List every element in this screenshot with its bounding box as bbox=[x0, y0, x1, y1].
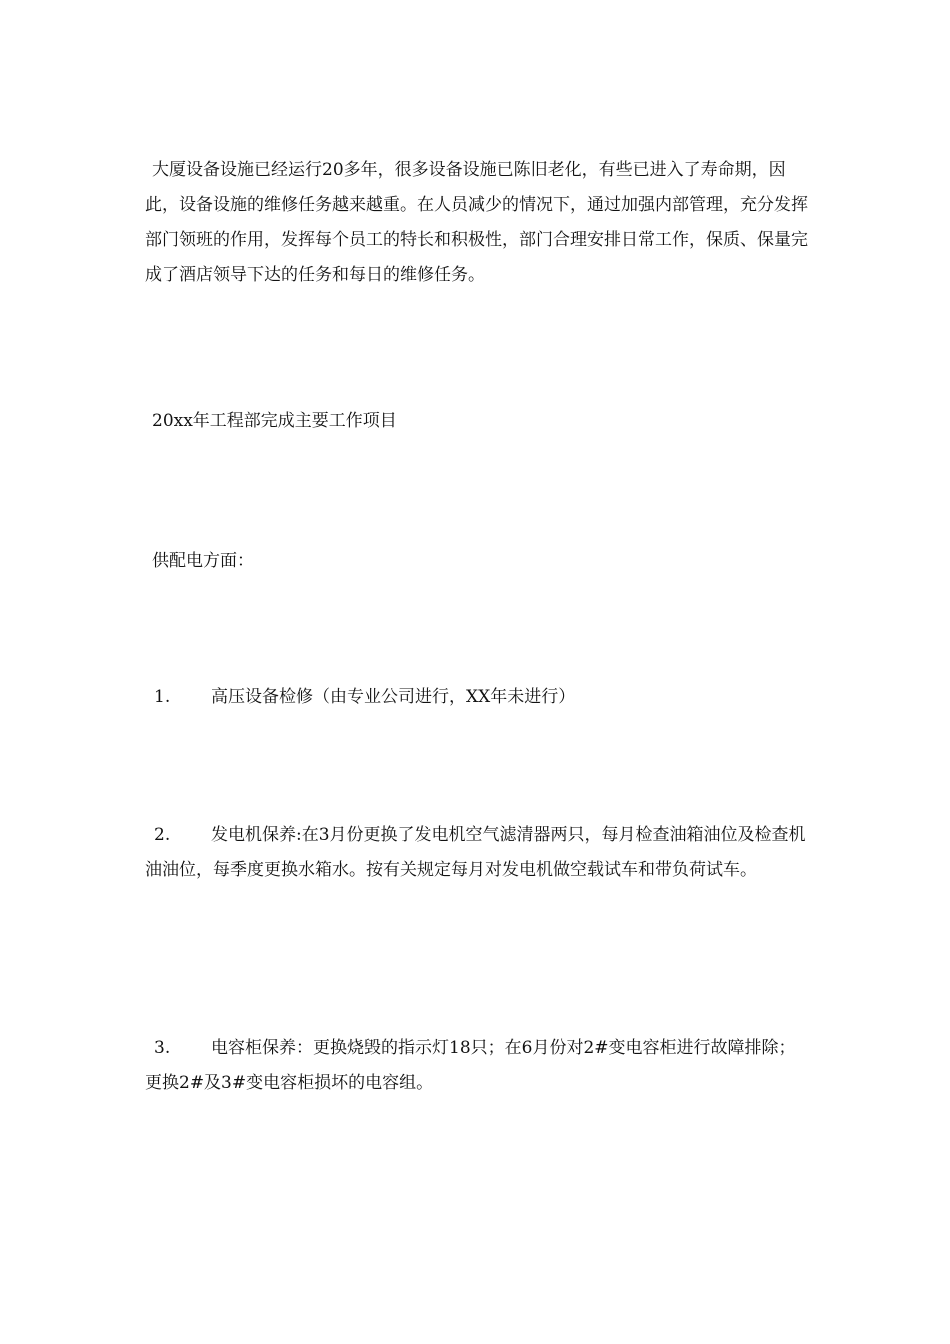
list-item bbox=[145, 818, 810, 888]
list-item-text: 电容柜保养：更换烧毁的指示灯18只；在6月份对2#变电容柜进行故障排除；更换2#及3#变电容柜损坏的电容组。 bbox=[145, 1038, 796, 1093]
list-item-number: 3. bbox=[154, 1038, 171, 1058]
subsection-title: 供配电方面： bbox=[152, 551, 254, 571]
list-item-number: 2. bbox=[154, 825, 171, 845]
section-title: 20xx年工程部完成主要工作项目 bbox=[152, 411, 397, 431]
list-item-text: 发电机保养:在3月份更换了发电机空气滤清器两只，每月检查油箱油位及检查机油油位，每季度更换水箱水。按有关规定每月对发电机做空载试车和带负荷试车。 bbox=[145, 825, 806, 880]
intro-paragraph: 大厦设备设施已经运行20多年，很多设备设施已陈旧老化，有些已进入了寿命期，因此，设备设施的维修任务越来越重。在人员减少的情况下，通过加强内部管理，充分发挥部门领班的作用，发挥每个员工的特长和积极性，部门合理安排日常工作，保质、保量完成了酒店领导下达的任务和每日的维修任务。 bbox=[145, 160, 808, 285]
list-item-text: 高压设备检修（由专业公司进行，XX年未进行） bbox=[211, 687, 576, 707]
list-item-number: 1. bbox=[154, 687, 171, 707]
list-item bbox=[145, 680, 810, 715]
list-item bbox=[145, 1031, 810, 1101]
